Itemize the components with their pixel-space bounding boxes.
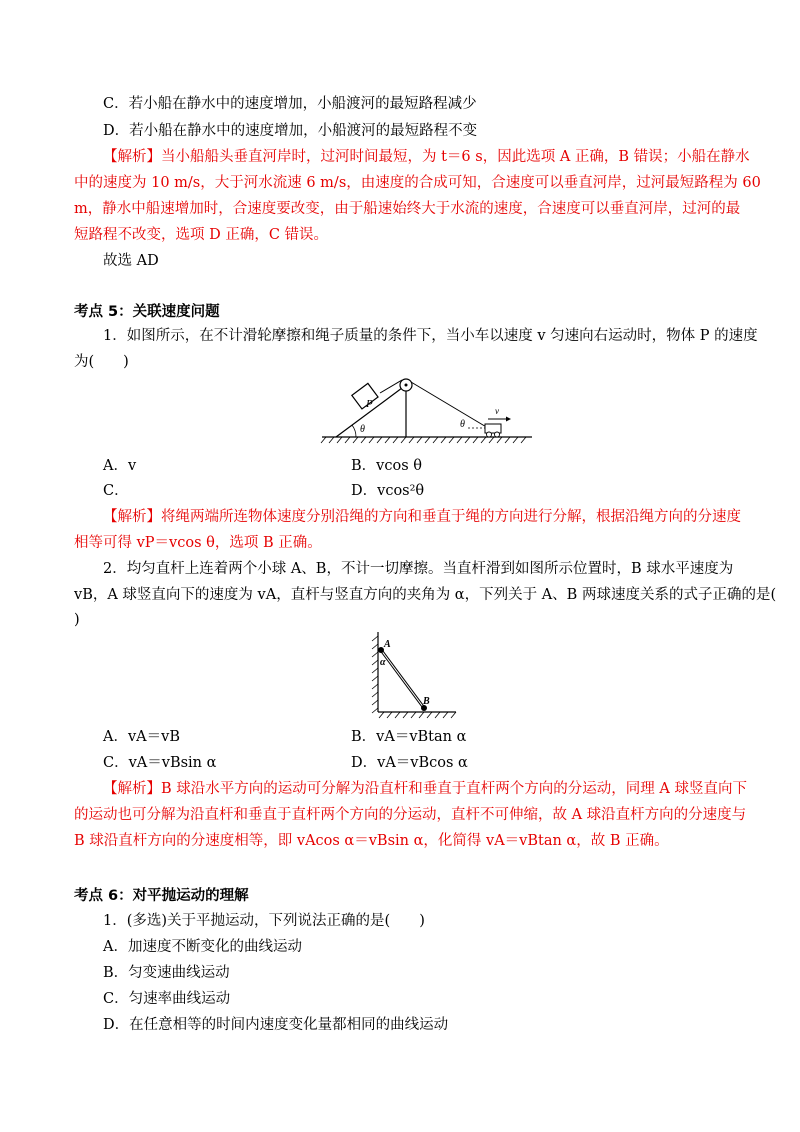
question-stem: 1．(多选)关于平抛运动，下列说法正确的是( ): [103, 913, 425, 929]
question-stem: ): [74, 612, 80, 628]
label-a: A: [384, 639, 391, 650]
analysis-line: m，静水中船速增加时，合速度要改变，由于船速始终大于水流的速度，合速度可以垂直河岸，过河的最: [74, 201, 741, 217]
question-stem: vB，A 球竖直向下的速度为 vA，直杆与竖直方向的夹角为 α，下列关于 A、B 两球速度关系的式子正确的是(: [74, 587, 777, 603]
rod-wall-figure: [368, 628, 460, 720]
option-a: A．v: [103, 458, 137, 474]
label-theta-cart: θ: [460, 419, 465, 430]
analysis-line: 【解析】当小船船头垂直河岸时，过河时间最短，为 t＝6 s，因此选项 A 正确，B 错误；小船在静水: [103, 149, 750, 165]
label-b: B: [423, 696, 430, 707]
option-c: C．vA＝vBsin α: [103, 755, 217, 771]
option-d: D．vcos²θ: [351, 483, 425, 499]
option-c: C．: [103, 483, 129, 499]
option-b: B．匀变速曲线运动: [103, 965, 230, 981]
analysis-line: B 球沿直杆方向的分速度相等，即 vAcos α＝vBsin α，化简得 vA＝vBtan α，故 B 正确。: [74, 833, 669, 849]
label-alpha: α: [380, 657, 386, 668]
analysis-line: 的运动也可分解为沿直杆和垂直于直杆两个方向的分运动，直杆不可伸缩，故 A 球沿直杆方向的分速度与: [74, 807, 747, 823]
section-heading: 考点 6：对平抛运动的理解: [74, 888, 249, 904]
pulley-incline-figure: [318, 373, 538, 445]
analysis-line: 【解析】将绳两端所连物体速度分别沿绳的方向和垂直于绳的方向进行分解，根据沿绳方向的分速度: [103, 509, 741, 525]
analysis-line: 短路程不改变，选项 D 正确，C 错误。: [74, 227, 329, 243]
label-v: v: [495, 406, 499, 416]
label-p: P: [366, 398, 373, 410]
section-heading: 考点 5：关联速度问题: [74, 304, 220, 320]
option-d: D．在任意相等的时间内速度变化量都相同的曲线运动: [103, 1017, 449, 1033]
label-theta-incline: θ: [360, 424, 365, 435]
option-c: C．匀速率曲线运动: [103, 991, 231, 1007]
option-d: D．若小船在静水中的速度增加，小船渡河的最短路程不变: [103, 123, 478, 139]
option-b: B．vA＝vBtan α: [351, 729, 467, 745]
question-stem: 1．如图所示，在不计滑轮摩擦和绳子质量的条件下，当小车以速度 v 匀速向右运动时，物体 P 的速度: [103, 328, 758, 344]
analysis-line: 中的速度为 10 m/s，大于河水流速 6 m/s，由速度的合成可知，合速度可以垂直河岸，过河最短路程为 60: [74, 175, 761, 191]
option-a: A．vA＝vB: [103, 729, 180, 745]
option-d: D．vA＝vBcos α: [351, 755, 468, 771]
option-c: C．若小船在静水中的速度增加，小船渡河的最短路程减少: [103, 96, 477, 112]
analysis-line: 【解析】B 球沿水平方向的运动可分解为沿直杆和垂直于直杆两个方向的分运动，同理 A 球竖直向下: [103, 781, 747, 797]
option-a: A．加速度不断变化的曲线运动: [103, 939, 302, 955]
analysis-line: 相等可得 vP＝vcos θ，选项 B 正确。: [74, 535, 322, 551]
answer-line: 故选 AD: [103, 253, 159, 269]
option-b: B．vcos θ: [351, 458, 422, 474]
question-stem: 为( ): [74, 354, 129, 370]
question-stem: 2．均匀直杆上连着两个小球 A、B，不计一切摩擦。当直杆滑到如图所示位置时，B 球水平速度为: [103, 561, 734, 577]
